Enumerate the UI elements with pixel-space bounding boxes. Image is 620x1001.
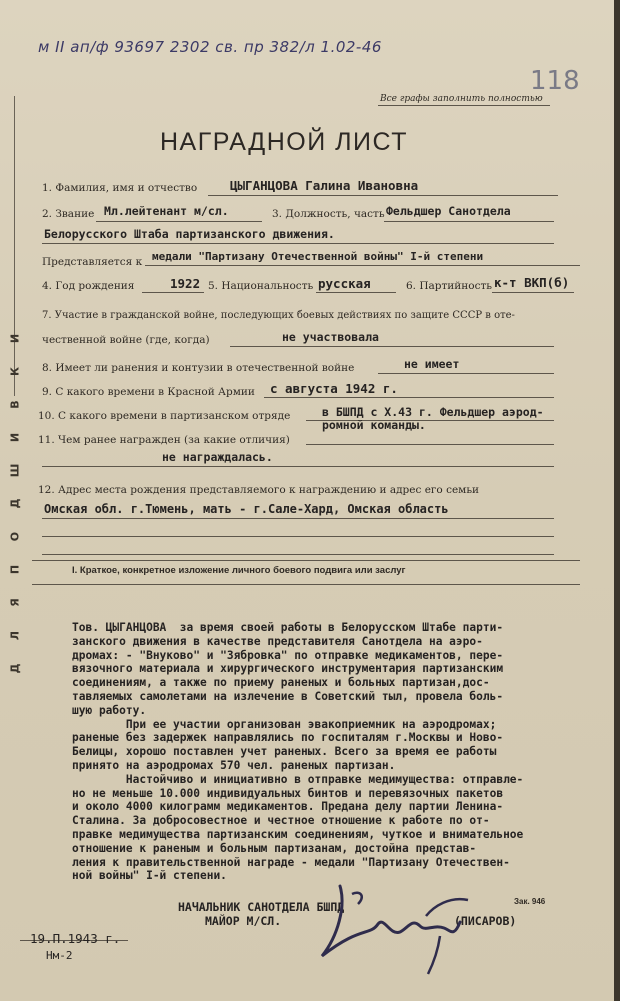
narrative-line: вязочного материала и хирургического инструментария партизанским	[72, 662, 504, 676]
narrative-line: ления к правительственной награде - медали "Партизану Отечествен-	[72, 855, 510, 869]
field-1-label: 1. Фамилия, имя и отчество	[42, 182, 198, 194]
narrative-line: соединениям, а также по приему раненых и больных партизан,дос-	[72, 676, 490, 690]
narrative-line: раненые без задержек направлялись по госпиталям г.Москвы и Ново-	[72, 731, 504, 745]
narrative-line: и около 4000 килограмм медикаментов. Предана делу партии Ленина-	[72, 800, 504, 814]
field-9-value: с августа 1942 г.	[270, 381, 398, 396]
fold-line	[14, 96, 15, 396]
narrative-line: отношение к раненым и больным партизанам, достойна представ-	[72, 841, 477, 855]
narrative-line: принято на аэродромах 570 чел. раненых партизан.	[72, 758, 396, 772]
side-letter: К	[8, 367, 22, 376]
side-letter: Д	[8, 663, 22, 674]
narrative-text	[72, 621, 612, 883]
signature-name: (ПИСАРОВ)	[454, 914, 517, 928]
side-letter: Ш	[8, 463, 22, 478]
field-3-label: 3. Должность, часть	[272, 208, 385, 220]
field-10-label: 10. С какого времени в партизанском отряде	[38, 410, 291, 422]
narrative-line: занского движения в качестве представителя Санотдела на аэро-	[72, 634, 483, 648]
side-letter: В	[8, 400, 22, 409]
narrative-line: Тов. ЦЫГАНЦОВА за время своей работы в Белорусском Штабе парти-	[72, 621, 504, 634]
narrative-line: шую работу.	[72, 703, 147, 717]
narrative-line: правке медимущества партизанским соединениям, чуткое и внимательное	[72, 827, 524, 841]
page-number: 118	[530, 66, 580, 96]
side-letter: И	[8, 333, 22, 344]
side-letter: П	[8, 564, 22, 575]
signature-line-1: НАЧАЛЬНИК САНОТДЕЛА БШПД	[178, 900, 345, 914]
presented-value: медали "Партизану Отечественной войны" I-й степени	[152, 250, 484, 263]
narrative-line: Белицы, хорошо поставлен учет раненых. Всего за время ее работы	[72, 745, 497, 759]
side-letter: Л	[8, 630, 22, 641]
narrative-line: Сталина. За добросовестное и честное отношение к работе по от-	[72, 814, 490, 828]
field-3-value: Фельдшер Санотдела	[386, 204, 511, 218]
section-title: I. Краткое, конкретное изложение личного боевого подвига или заслуг	[72, 565, 406, 576]
field-7-label-b: чественной войне (где, когда)	[42, 334, 210, 346]
field-7-value: не участвовала	[282, 330, 379, 344]
side-letter: И	[8, 432, 22, 443]
side-letter: О	[8, 531, 22, 542]
field-2-label: 2. Звание	[42, 208, 95, 220]
side-letter: Я	[8, 598, 22, 607]
signature-line-2: МАЙОР М/СЛ.	[205, 914, 282, 928]
field-12-value: Омская обл. г.Тюмень, мать - г.Сале-Хард, Омская область	[44, 502, 449, 516]
field-11-label: 11. Чем ранее награжден (за какие отличия)	[38, 434, 290, 446]
field-2-value: Мл.лейтенант м/сл.	[104, 204, 229, 218]
scan-edge	[614, 0, 620, 1001]
narrative-line: дромах: - "Внуково" и "Зябровка" по отправке медикаментов, пере-	[72, 648, 504, 662]
order-number: Зак. 946	[514, 897, 546, 906]
narrative-line: но не меньше 10.000 индивидуальных бинтов и перевязочных пакетов	[72, 786, 504, 800]
field-5-label: 5. Национальность	[208, 280, 314, 292]
narrative-line: тавляемых самолетами на излечение в Советский тыл, провела боль-	[72, 689, 504, 703]
field-12-label: 12. Адрес места рождения представляемого к награждению и адрес его семьи	[38, 484, 480, 496]
field-7-label-a: 7. Участие в гражданской войне, последующих боевых действиях по защите СССР в оте-	[42, 310, 515, 321]
field-6-value: к-т ВКП(б)	[494, 275, 570, 290]
field-6-label: 6. Партийность	[406, 280, 493, 292]
field-10-value-cont: ромной команды.	[322, 418, 426, 432]
field-9-label: 9. С какого времени в Красной Армии	[42, 386, 255, 398]
side-letter: Д	[8, 498, 22, 509]
document-reference: Нм-2	[46, 949, 73, 962]
field-11-value: не награждалась.	[162, 450, 273, 464]
narrative-line: Настойчиво и инициативно в отправке медимущества: отправле-	[72, 772, 524, 786]
narrative-line: При ее участии организован эвакоприемник на аэродромах;	[72, 717, 497, 731]
field-8-value: не имеет	[404, 357, 460, 371]
field-3-value-cont: Белорусского Штаба партизанского движения.	[44, 227, 335, 241]
presented-label: Представляется к	[42, 256, 143, 268]
narrative-line: ной войны" I-й степени.	[72, 869, 227, 883]
field-10-value: в БШПД с Х.43 г. Фельдшер аэрод-	[322, 405, 544, 419]
form-title: НАГРАДНОЙ ЛИСТ	[160, 128, 408, 156]
field-8-label: 8. Имеет ли ранения и контузии в отечественной войне	[42, 362, 355, 374]
date: 19.П.1943 г.	[30, 931, 121, 946]
field-1-value: ЦЫГАНЦОВА Галина Ивановна	[230, 178, 419, 193]
instruction-text: Все графы заполнить полностью	[380, 94, 543, 104]
field-4-value: 1922	[170, 276, 201, 291]
field-5-value: русская	[318, 276, 371, 291]
field-4-label: 4. Год рождения	[42, 280, 135, 292]
archive-note: м ІІ ап/ф 93697 2302 св. пр 382/л 1.02-46	[38, 38, 382, 56]
signature-graphic	[300, 866, 470, 976]
